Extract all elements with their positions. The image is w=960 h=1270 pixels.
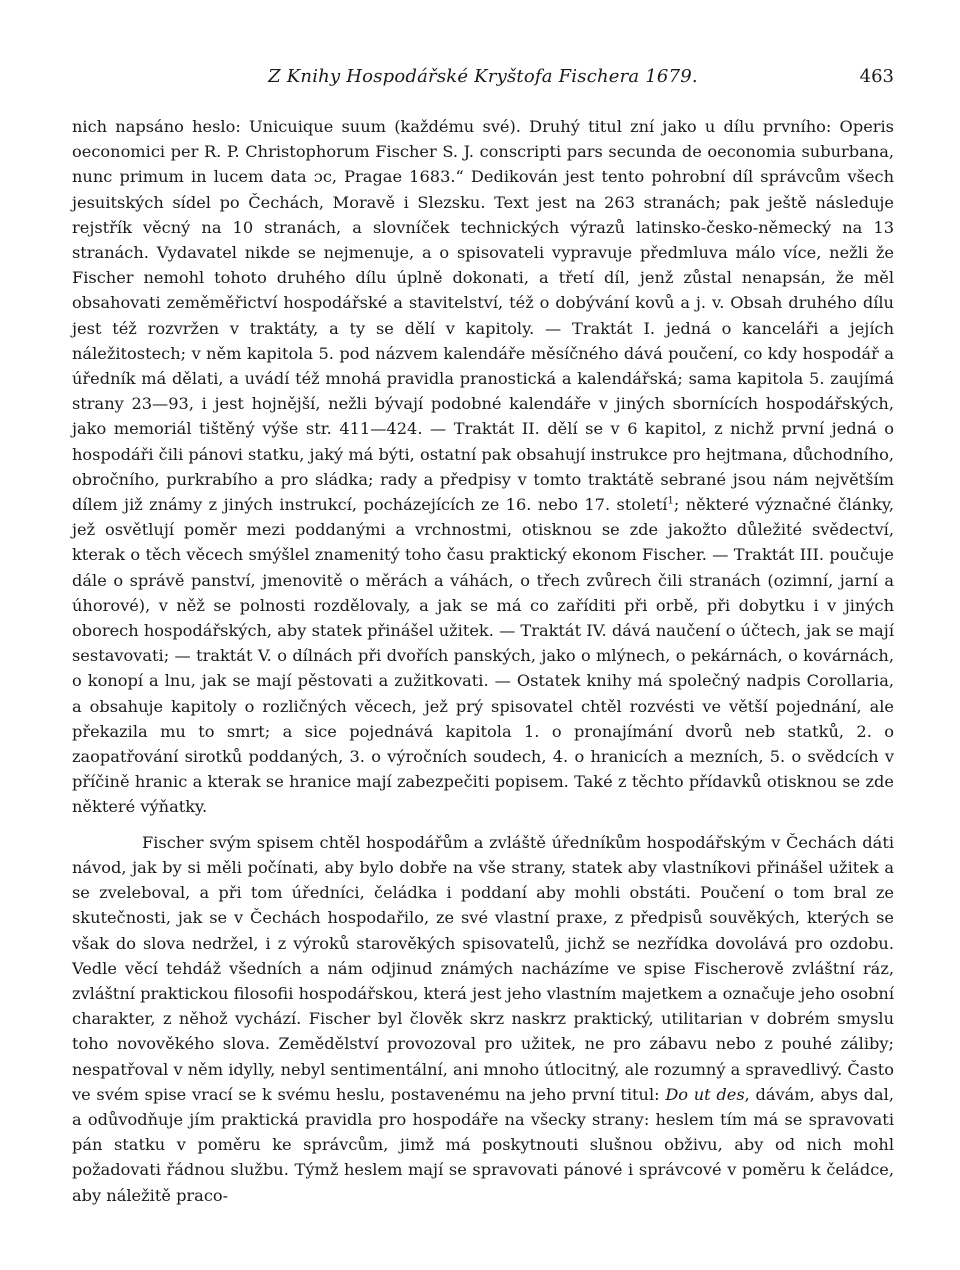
page: [72, 66, 894, 1208]
paragraph: [72, 114, 894, 820]
text-segment: nich napsáno heslo: Unicuique suum (každému své). Druhý titul zní jako u dílu prvního: Operis oeconomici per R. P. Christophorum Fischer S. J. conscripti pars secunda de oeconomia suburbana, nunc primum in lucem data ɔc, Pragae 1683.“ Dedikován jest tento pohrobní díl správcům všech jesuitských sídel po Čechách, Moravě i Slezsku. Text jest na 263 stranách; pak ještě následuje rejstřík věcný na 10 stranách, a slovníček technických výrazů latinsko-česko-německý na 13 stranách. Vydavatel nikde se nejmenuje, a o spisovateli vypravuje předmluva málo více, nežli že Fischer nemohl tohoto druhého dílu úplně dokonati, a třetí díl, jenž zůstal nenapsán, že měl obsahovati zeměměřictví hospodářské a stavitelství, též o dobývání kovů a j. v. Obsah druhého dílu jest též rozvržen v traktáty, a ty se dělí v kapitoly. — Traktát I. jedná o kanceláři a jejích náležitostech; v něm kapitola 5. pod názvem kalendáře měsíčného dává poučení, co kdy hospodář a úředník má dělati, a uvádí též mnohá pravidla pranostická a kalendářská; sama kapitola 5. zaujímá strany 23—93, i jest hojnější, nežli bývají podobné kalendáře v jiných sbornících hospodářských, jako memoriál tištěný výše str. 411—424. — Traktát II. dělí se v 6 kapitol, z nichž první jedná o hospodáři čili pánovi statku, jaký má býti, ostatní pak obsahují instrukce pro hejtmana, důchodního, obročního, purkrabího a pro sládka; rady a předpisy v tomto traktátě sebrané jsou nám největším dílem již známy z jiných instrukcí, pocházejících ze 16. nebo 17. století: [72, 117, 895, 515]
footnote-marker: 1: [667, 495, 674, 507]
text-segment: Fischer svým spisem chtěl hospodářům a zvláště úředníkům hospodářským v Čechách dáti návod, jak by si měli počínati, aby bylo dobře na vše strany, statek aby vlastníkovi přinášel užitek a se zveleboval, a při tom úředníci, čeládka i poddaní aby mohli obstáti. Poučení o tom bral ze skutečnosti, jak se v Čechách hospodařilo, ze své vlastní praxe, z předpisů souvěkých, kterých se však do slova nedržel, i z výroků starověkých spisovatelů, jichž se nezřídka dovolává pro ozdobu. Vedle věcí tehdáž všedních a nám odjinud známých nacházíme ve spise Fischerově zvláštní ráz, zvláštní praktickou filosofii hospodářskou, která jest jeho vlastním majetkem a označuje jeho osobní charakter, z něhož vychází. Fischer byl člověk skrz naskrz praktický, utilitarian v dobrém smyslu toho novověkého slova. Zemědělství provozoval pro užitek, ne pro zábavu nebo z pouhé záliby; nespatřoval v něm idylly, nebyl sentimentální, ani mnoho útlocitný, ale rozumný a spravedlivý. Často ve svém spise vrací se k svému heslu, postavenému na jeho první titul:: [72, 832, 894, 1104]
italic-phrase: Do ut des: [665, 1084, 745, 1104]
text-segment: , dávám, abys dal, a odůvodňuje jím praktická pravidla pro hospodáře na všecky strany: heslem tím má se spravovati pán statku v poměru ke správcům, jimž má poskytnouti slušnou obživu, aby od nich mohl požadovati řádnou službu. Týmž heslem mají se spravovati pánové i správcové v poměru k čeládce, aby náležitě praco-: [72, 1084, 894, 1205]
page-number: 463: [859, 66, 894, 87]
paragraph: [72, 830, 894, 1208]
running-head: [72, 66, 894, 96]
running-title: Z Knihy Hospodářské Kryštofa Fischera 1679.: [268, 66, 698, 87]
text-segment: ; některé význačné články, jež osvětlují poměr mezi poddanými a vrchnostmi, otisknou se zde jakožto důležité svědectví, kterak o těch věcech smýšlel znamenitý toho času praktický ekonom Fischer. — Traktát III. poučuje dále o správě panství, jmenovitě o měrách a váhách, o třech zvůrech čili stranách (ozimní, jarní a úhorové), v něž se polnosti rozdělovaly, a jak se má co zaříditi při orbě, při dobytku i v jiných oborech hospodářských, aby statek přinášel užitek. — Traktát IV. dává naučení o účtech, jak se mají sestavovati; — traktát V. o dílnách při dvořích panských, jako o mlýnech, o pekárnách, o kovárnách, o konopí a lnu, jak se mají pěstovati a zužitkovati. — Ostatek knihy má společný nadpis Corollaria, a obsahuje kapitoly o rozličných věcech, jež prý spisovatel chtěl rozvésti ve větší pojednání, ale překazila mu to smrt; a sice pojednává kapitola 1. o pronajímání dvorů neb statků, 2. o zaopatřování sirotků poddaných, 3. o výročních soudech, 4. o hranicích a mezních, 5. o svědcích v příčině hranic a kterak se hranice mají zabezpečiti popisem. Také z těchto přídavků otisknou se zde některé výňatky.: [72, 495, 894, 817]
body-text: [72, 114, 894, 1208]
